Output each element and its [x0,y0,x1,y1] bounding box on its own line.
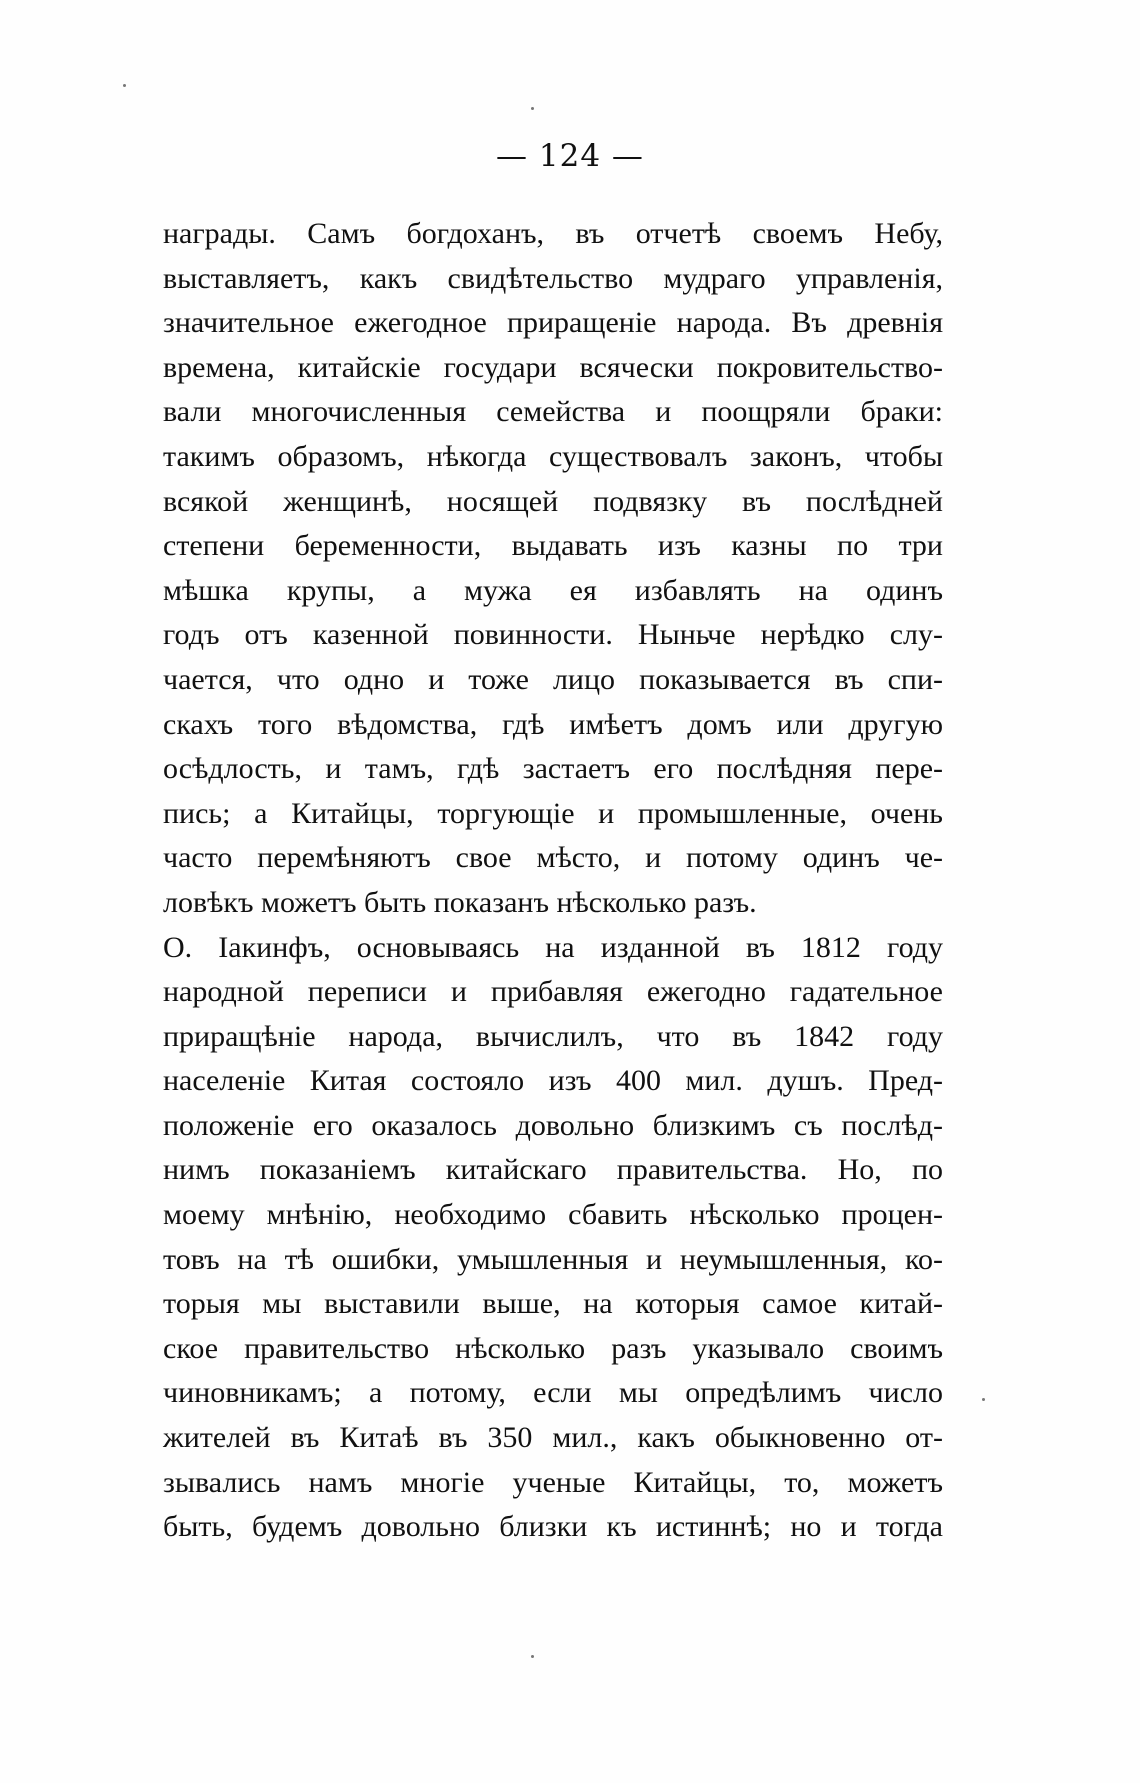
text-line: приращѣніе народа, вычислилъ, что въ 1842 году [163,1019,943,1053]
paragraph-2 [163,926,943,1550]
text-line: нимъ показаніемъ китайскаго правительства. Но, по [163,1153,943,1187]
speck-mark [531,107,534,110]
text-line: чается, что одно и тоже лицо показывается въ спи- [163,662,943,696]
page-number: — 124 — [496,138,644,174]
text-line: жителей въ Китаѣ въ 350 мил., какъ обыкновенно от- [163,1421,943,1455]
paragraph-1 [163,212,943,926]
text-line: выставляетъ, какъ свидѣтельство мудраго управленія, [163,261,943,295]
speck-mark [531,1655,534,1658]
text-line: положеніе его оказалось довольно близкимъ съ послѣд- [163,1108,943,1142]
text-line: торыя мы выставили выше, на которыя самое китай- [163,1287,943,1321]
body-text [163,212,943,1550]
text-line: часто перемѣняютъ свое мѣсто, и потому одинъ че- [163,841,943,875]
speck-mark [982,1398,985,1401]
text-line: времена, китайскіе государи всячески покровительство- [163,350,943,384]
text-line: ское правительство нѣсколько разъ указывало своимъ [163,1331,943,1365]
text-line: степени беременности, выдавать изъ казны по три [163,529,943,563]
text-line: моему мнѣнію, необходимо сбавить нѣсколько процен- [163,1198,943,1232]
text-line: зывались намъ многіе ученые Китайцы, то, можетъ [163,1465,943,1499]
text-line: награды. Самъ богдоханъ, въ отчетѣ своемъ Небу, [163,217,943,250]
text-line: значительное ежегодное приращеніе народа. Въ древнія [163,306,943,340]
text-line: годъ отъ казенной повинности. Ныньче нерѣдко слу- [163,618,943,652]
text-line: скахъ того вѣдомства, гдѣ имѣетъ домъ или другую [163,707,943,741]
text-line: пись; а Китайцы, торгующіе и промышленные, очень [163,796,943,830]
text-line: осѣдлость, и тамъ, гдѣ застаетъ его послѣдняя пере- [163,752,943,786]
text-line: такимъ образомъ, нѣкогда существовалъ законъ, чтобы [163,439,943,473]
text-line: товъ на тѣ ошибки, умышленныя и неумышленныя, ко- [163,1242,943,1276]
text-line: мѣшка крупы, а мужа ея избавлять на одинъ [163,573,943,607]
text-line: О. Іакинфъ, основываясь на изданной въ 1812 году [163,930,943,964]
text-line: вали многочисленныя семейства и поощряли браки: [163,395,943,429]
text-line: народной переписи и прибавляя ежегодно гадательное [163,975,943,1009]
speck-mark [123,84,126,87]
text-line: всякой женщинѣ, носящей подвязку въ послѣдней [163,484,943,518]
text-line: ловѣкъ можетъ быть показанъ нѣсколько разъ. [163,885,757,919]
text-line: населеніе Китая состояло изъ 400 мил. душъ. Пред- [163,1064,943,1098]
text-line: чиновникамъ; а потому, если мы опредѣлимъ число [163,1376,943,1410]
text-line: быть, будемъ довольно близки къ истиннѣ; но и тогда [163,1510,943,1544]
